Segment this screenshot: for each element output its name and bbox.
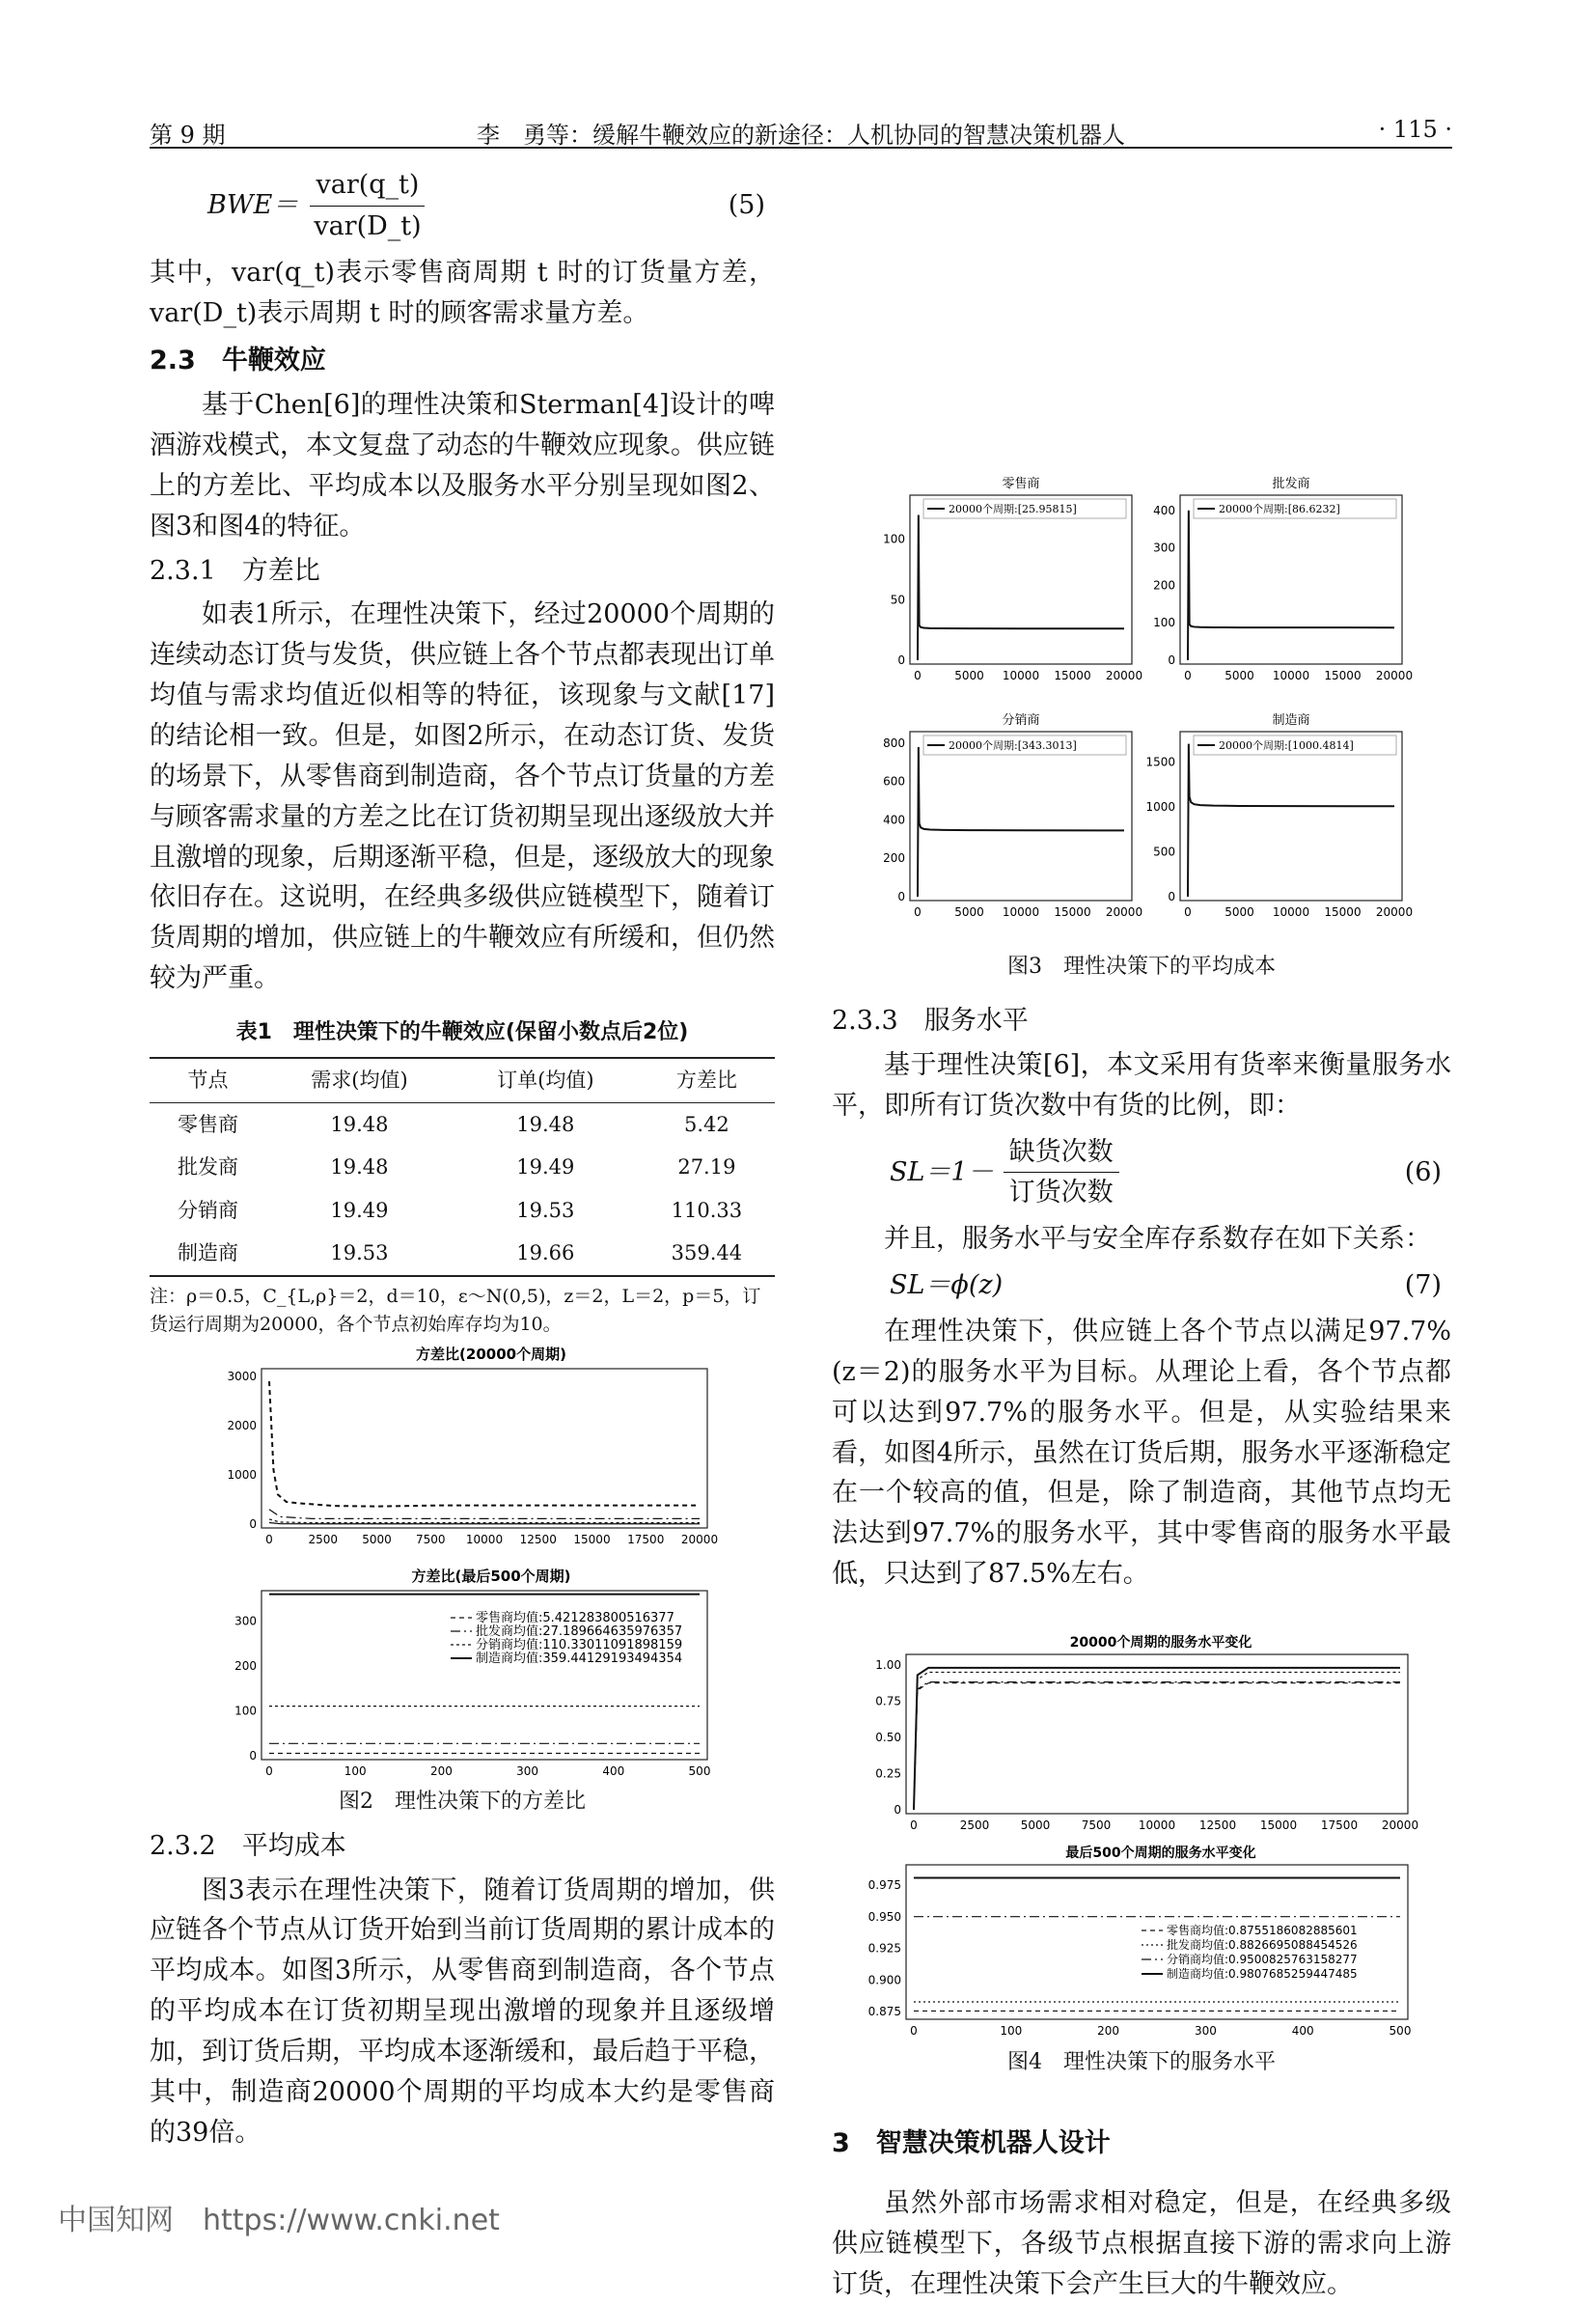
table-cell: 5.42 bbox=[684, 1112, 729, 1136]
x-tick-label: 5000 bbox=[362, 1532, 392, 1546]
y-tick-label: 0.75 bbox=[875, 1694, 901, 1708]
header-title: 李 勇等：缓解牛鞭效应的新途径：人机协同的智慧决策机器人 bbox=[477, 122, 1125, 149]
section-2-3-paragraph: 基于Chen[6]的理性决策和Sterman[4]设计的啤酒游戏模式，本文复盘了动态的牛鞭效应现象。供应链上的方差比、平均成本以及服务水平分别呈现如图2、图3和图4的特征。 bbox=[150, 390, 775, 541]
left-column bbox=[150, 159, 775, 2152]
eq5-explanation: 其中，var(q_t)表示零售商周期 t 时的订货量方差，var(D_t)表示周期 t 时的顾客需求量方差。 bbox=[150, 257, 775, 328]
y-tick-label: 0 bbox=[897, 653, 905, 667]
x-tick-label: 200 bbox=[429, 1763, 453, 1778]
table1-caption: 表1 理性决策下的牛鞭效应(保留小数点后2位) bbox=[235, 1019, 689, 1044]
y-tick-label: 0.50 bbox=[875, 1730, 901, 1744]
y-tick-label: 0 bbox=[894, 1802, 901, 1817]
running-header bbox=[150, 108, 1452, 149]
cost-line bbox=[1188, 744, 1394, 897]
x-tick-label: 15000 bbox=[1324, 669, 1362, 682]
table1-header-row bbox=[150, 1058, 775, 1102]
x-tick-label: 10000 bbox=[1002, 669, 1040, 682]
y-tick-label: 0 bbox=[249, 1516, 257, 1531]
panel-title: 批发商 bbox=[1272, 477, 1310, 491]
legend-label: 批发商均值:27.189664635976357 bbox=[476, 1624, 683, 1639]
x-tick-label: 0 bbox=[265, 1532, 273, 1546]
eq6-denominator: 订货次数 bbox=[1008, 1178, 1114, 1208]
x-tick-label: 500 bbox=[688, 1763, 711, 1778]
table-cell: 19.49 bbox=[330, 1198, 389, 1222]
section-2-3-1-paragraph: 如表1所示，在理性决策下，经过20000个周期的连续动态订货与发货，供应链上各个节点都表现出订单均值与需求均值近似相等的特征，该现象与文献[17]的结论相一致。但是，如图2所示，在动态订货、发货的场景下，从零售商到制造商，各个节点订货量的方差与顾客需求量的方差之比在订货初期呈现出逐级放大并且激增的现象，后期逐渐平稳，但是，逐级放大的现象依旧存在。这说明，在经典多级供应链模型下，随着订货周期的增加，供应链上的牛鞭效应有所缓和，但仍然较为严重。 bbox=[150, 599, 775, 994]
y-tick-label: 0.875 bbox=[867, 2004, 901, 2018]
plot-frame bbox=[261, 1369, 707, 1528]
panel-title: 制造商 bbox=[1272, 713, 1310, 728]
legend-label: 分销商均值:110.33011091898159 bbox=[476, 1637, 683, 1652]
legend-label: 制造商均值:359.44129193494354 bbox=[476, 1651, 683, 1666]
y-tick-label: 0 bbox=[249, 1748, 257, 1763]
eq5-denominator: var(D_t) bbox=[314, 210, 422, 241]
x-tick-label: 20000 bbox=[1381, 1818, 1419, 1832]
x-tick-label: 2500 bbox=[959, 1818, 990, 1832]
section-2-3-3-heading: 2.3.3 服务水平 bbox=[832, 1006, 1029, 1037]
y-tick-label: 1500 bbox=[1145, 755, 1175, 769]
series-line bbox=[269, 1509, 700, 1518]
plot-frame bbox=[1180, 732, 1402, 901]
x-tick-label: 0 bbox=[910, 2023, 918, 2038]
series-line bbox=[269, 1381, 700, 1507]
series-line bbox=[914, 1668, 1400, 1810]
legend-label: 批发商均值:0.8826695088454526 bbox=[1167, 1937, 1358, 1952]
section-3-paragraph: 虽然外部市场需求相对稳定，但是，在经典多级供应链模型下，各级节点根据直接下游的需求向上游订货，在理性决策下会产生巨大的牛鞭效应。 bbox=[832, 2187, 1451, 2299]
table-cell: 批发商 bbox=[178, 1155, 239, 1180]
table-cell: 19.48 bbox=[330, 1112, 389, 1136]
y-tick-label: 100 bbox=[1153, 616, 1175, 630]
x-tick-label: 0 bbox=[1184, 669, 1192, 682]
chart-title: 最后500个周期的服务水平变化 bbox=[1065, 1845, 1256, 1861]
issue-number: 第 9 期 bbox=[150, 122, 226, 149]
x-tick-label: 5000 bbox=[1225, 669, 1254, 682]
y-tick-label: 400 bbox=[1153, 503, 1175, 517]
x-tick-label: 10000 bbox=[465, 1532, 504, 1546]
table-row bbox=[150, 1102, 775, 1146]
table1-header: 订单(均值) bbox=[497, 1068, 594, 1092]
table-cell: 19.53 bbox=[516, 1198, 575, 1222]
equation-6 bbox=[832, 1132, 1451, 1214]
figure2-last500-chart bbox=[211, 1562, 713, 1784]
x-tick-label: 15000 bbox=[573, 1532, 611, 1546]
x-tick-label: 300 bbox=[1194, 2023, 1217, 2038]
y-tick-label: 50 bbox=[890, 593, 905, 607]
x-tick-label: 200 bbox=[1097, 2023, 1120, 2038]
service-level-paragraph: 在理性决策下，供应链上各个节点以满足97.7%(z＝2)的服务水平为目标。从理论上看，各个节点都可以达到97.7%的服务水平。但是，从实验结果来看，如图4所示，虽然在订货后期，服务水平逐渐稳定在一个较高的值，但是，除了制造商，其他节点均无法达到97.7%的服务水平，其中零售商的服务水平最低，只达到了87.5%左右。 bbox=[832, 1317, 1451, 1590]
legend-label: 20000个周期:[343.3013] bbox=[949, 739, 1077, 752]
x-tick-label: 12500 bbox=[1198, 1818, 1237, 1832]
table1-header: 节点 bbox=[187, 1068, 229, 1092]
y-tick-label: 800 bbox=[883, 736, 905, 750]
y-tick-label: 400 bbox=[883, 813, 905, 827]
x-tick-label: 0 bbox=[1184, 905, 1192, 919]
x-tick-label: 15000 bbox=[1054, 905, 1091, 919]
cost-line bbox=[1188, 511, 1394, 660]
y-tick-label: 500 bbox=[1153, 845, 1175, 859]
eq5-numerator: var(q_t) bbox=[310, 165, 425, 207]
eq6-followup: 并且，服务水平与安全库存系数存在如下关系： bbox=[884, 1224, 1431, 1255]
table-cell: 359.44 bbox=[671, 1241, 743, 1265]
figure2-caption: 图2 理性决策下的方差比 bbox=[339, 1789, 586, 1814]
x-tick-label: 10000 bbox=[1138, 1818, 1176, 1832]
legend-label: 20000个周期:[25.95815] bbox=[949, 503, 1077, 515]
figure3-caption: 图3 理性决策下的平均成本 bbox=[1007, 955, 1276, 979]
x-tick-label: 17500 bbox=[1320, 1818, 1359, 1832]
x-tick-label: 20000 bbox=[1105, 669, 1143, 682]
y-tick-label: 0 bbox=[1168, 653, 1175, 667]
x-tick-label: 5000 bbox=[954, 905, 984, 919]
legend-label: 零售商均值:5.421283800516377 bbox=[476, 1610, 674, 1625]
table-cell: 110.33 bbox=[671, 1198, 743, 1222]
x-tick-label: 5000 bbox=[1020, 1818, 1051, 1832]
y-tick-label: 200 bbox=[1153, 578, 1175, 593]
x-tick-label: 12500 bbox=[519, 1532, 557, 1546]
table-cell: 19.48 bbox=[516, 1112, 575, 1136]
section-2-3-2-heading: 2.3.2 平均成本 bbox=[150, 1830, 346, 1861]
table-row bbox=[150, 1146, 775, 1189]
figure4-full-chart bbox=[852, 1629, 1431, 1842]
x-tick-label: 100 bbox=[1000, 2023, 1023, 2038]
y-tick-label: 200 bbox=[883, 851, 905, 866]
plot-frame bbox=[906, 1654, 1408, 1814]
y-tick-label: 1000 bbox=[227, 1467, 257, 1482]
x-tick-label: 15000 bbox=[1054, 669, 1091, 682]
x-tick-label: 7500 bbox=[415, 1532, 446, 1546]
eq5-number: (5) bbox=[728, 190, 765, 221]
y-tick-label: 0 bbox=[897, 890, 905, 903]
series-line bbox=[914, 1672, 1400, 1810]
y-tick-label: 100 bbox=[883, 532, 905, 546]
x-tick-label: 20000 bbox=[1375, 669, 1414, 682]
x-tick-label: 0 bbox=[910, 1818, 918, 1832]
y-tick-label: 300 bbox=[1153, 541, 1175, 555]
y-tick-label: 0.975 bbox=[867, 1878, 901, 1893]
y-tick-label: 0.925 bbox=[867, 1941, 901, 1956]
figure4-caption: 图4 理性决策下的服务水平 bbox=[1007, 2049, 1276, 2074]
section-2-3-1-heading: 2.3.1 方差比 bbox=[150, 555, 320, 586]
series-line bbox=[269, 1518, 700, 1522]
x-tick-label: 300 bbox=[516, 1763, 539, 1778]
panel-title: 分销商 bbox=[1002, 713, 1040, 728]
section-2-3-2-paragraph: 图3表示在理性决策下，随着订货周期的增加，供应链各个节点从订货开始到当前订货周期的累计成本的平均成本。如图3所示，从零售商到制造商，各个节点的平均成本在订货初期呈现出激增的现象并且逐级增加，到订货后期，平均成本逐渐缓和，最后趋于平稳，其中，制造商20000个周期的平均成本大约是零售商的39倍。 bbox=[150, 1874, 775, 2148]
eq6-numerator: 缺货次数 bbox=[1004, 1132, 1119, 1174]
eq6-lhs: SL＝1－ bbox=[890, 1157, 994, 1188]
table-row bbox=[150, 1232, 775, 1276]
y-tick-label: 1000 bbox=[1145, 799, 1175, 814]
legend-label: 制造商均值:0.9807685259447485 bbox=[1167, 1966, 1358, 1981]
figure4-last500-chart bbox=[852, 1842, 1431, 2044]
x-tick-label: 5000 bbox=[1225, 905, 1254, 919]
y-tick-label: 0.950 bbox=[867, 1909, 901, 1924]
legend-label: 20000个周期:[1000.4814] bbox=[1219, 739, 1354, 752]
y-tick-label: 2000 bbox=[227, 1418, 257, 1432]
equation-5 bbox=[150, 165, 775, 247]
eq6-number: (6) bbox=[1404, 1157, 1442, 1188]
table-cell: 分销商 bbox=[178, 1198, 239, 1222]
x-tick-label: 10000 bbox=[1002, 905, 1040, 919]
plot-frame bbox=[910, 495, 1132, 664]
eq7-lhs: SL＝ϕ(z) bbox=[890, 1270, 1004, 1301]
equation-7 bbox=[832, 1265, 1451, 1306]
table1 bbox=[150, 1057, 775, 1277]
table1-header: 方差比 bbox=[675, 1068, 737, 1092]
section-2-3-heading: 2.3 牛鞭效应 bbox=[150, 346, 326, 376]
y-tick-label: 1.00 bbox=[875, 1657, 901, 1672]
chart-title: 方差比(20000个周期) bbox=[416, 1345, 566, 1363]
x-tick-label: 15000 bbox=[1259, 1818, 1298, 1832]
x-tick-label: 20000 bbox=[1105, 905, 1143, 919]
table-row bbox=[150, 1189, 775, 1233]
table-cell: 19.49 bbox=[516, 1155, 575, 1180]
x-tick-label: 17500 bbox=[627, 1532, 665, 1546]
x-tick-label: 20000 bbox=[680, 1532, 719, 1546]
x-tick-label: 10000 bbox=[1272, 905, 1310, 919]
table-cell: 19.48 bbox=[330, 1155, 389, 1180]
y-tick-label: 200 bbox=[234, 1658, 257, 1673]
cost-line bbox=[918, 747, 1124, 897]
panel-title: 零售商 bbox=[1002, 477, 1040, 491]
chart-title: 20000个周期的服务水平变化 bbox=[1069, 1634, 1252, 1651]
y-tick-label: 0.25 bbox=[875, 1766, 901, 1781]
series-line bbox=[914, 1683, 1400, 1810]
table-cell: 19.66 bbox=[516, 1241, 575, 1265]
plot-frame bbox=[910, 732, 1132, 901]
chart-title: 方差比(最后500个周期) bbox=[411, 1567, 571, 1585]
plot-frame bbox=[1180, 495, 1402, 664]
x-tick-label: 400 bbox=[602, 1763, 625, 1778]
figure3-chart bbox=[852, 466, 1431, 949]
eq5-lhs: BWE＝ bbox=[207, 190, 299, 221]
table-cell: 零售商 bbox=[178, 1112, 239, 1136]
x-tick-label: 0 bbox=[265, 1763, 273, 1778]
x-tick-label: 2500 bbox=[308, 1532, 339, 1546]
x-tick-label: 10000 bbox=[1272, 669, 1310, 682]
y-tick-label: 0.900 bbox=[867, 1973, 901, 1987]
table-cell: 27.19 bbox=[677, 1155, 736, 1180]
table-cell: 19.53 bbox=[330, 1241, 389, 1265]
x-tick-label: 100 bbox=[344, 1763, 367, 1778]
table-cell: 制造商 bbox=[178, 1241, 239, 1265]
x-tick-label: 0 bbox=[914, 669, 922, 682]
cnki-watermark: 中国知网 https://www.cnki.net bbox=[58, 2204, 500, 2237]
x-tick-label: 15000 bbox=[1324, 905, 1362, 919]
cost-line bbox=[918, 515, 1124, 660]
legend-label: 零售商均值:0.8755186082885601 bbox=[1167, 1923, 1358, 1937]
figure2-full-chart bbox=[211, 1340, 719, 1562]
section-3-heading: 3 智慧决策机器人设计 bbox=[832, 2128, 1111, 2158]
x-tick-label: 500 bbox=[1389, 2023, 1412, 2038]
y-tick-label: 300 bbox=[234, 1613, 257, 1627]
x-tick-label: 0 bbox=[914, 905, 922, 919]
page-number: · 115 · bbox=[1378, 116, 1452, 143]
legend-label: 分销商均值:0.9500825763158277 bbox=[1167, 1952, 1358, 1966]
right-column bbox=[832, 159, 1451, 2304]
eq7-number: (7) bbox=[1404, 1270, 1442, 1301]
table1-header: 需求(均值) bbox=[311, 1068, 408, 1092]
x-tick-label: 400 bbox=[1291, 2023, 1314, 2038]
y-tick-label: 600 bbox=[883, 774, 905, 789]
table1-note: 注：ρ＝0.5，C_{L,ρ}＝2，d＝10，ε～N(0,5)，z＝2，L＝2，p＝5，订货运行周期为20000，各个节点初始库存均为10。 bbox=[150, 1285, 761, 1336]
y-tick-label: 3000 bbox=[227, 1369, 257, 1383]
x-tick-label: 20000 bbox=[1375, 905, 1414, 919]
x-tick-label: 7500 bbox=[1081, 1818, 1112, 1832]
legend-label: 20000个周期:[86.6232] bbox=[1219, 503, 1340, 515]
x-tick-label: 5000 bbox=[954, 669, 984, 682]
section-2-3-3-paragraph: 基于理性决策[6]，本文采用有货率来衡量服务水平，即所有订货次数中有货的比例，即： bbox=[832, 1049, 1451, 1121]
y-tick-label: 0 bbox=[1168, 890, 1175, 903]
series-line bbox=[914, 1682, 1400, 1810]
y-tick-label: 100 bbox=[234, 1704, 257, 1718]
